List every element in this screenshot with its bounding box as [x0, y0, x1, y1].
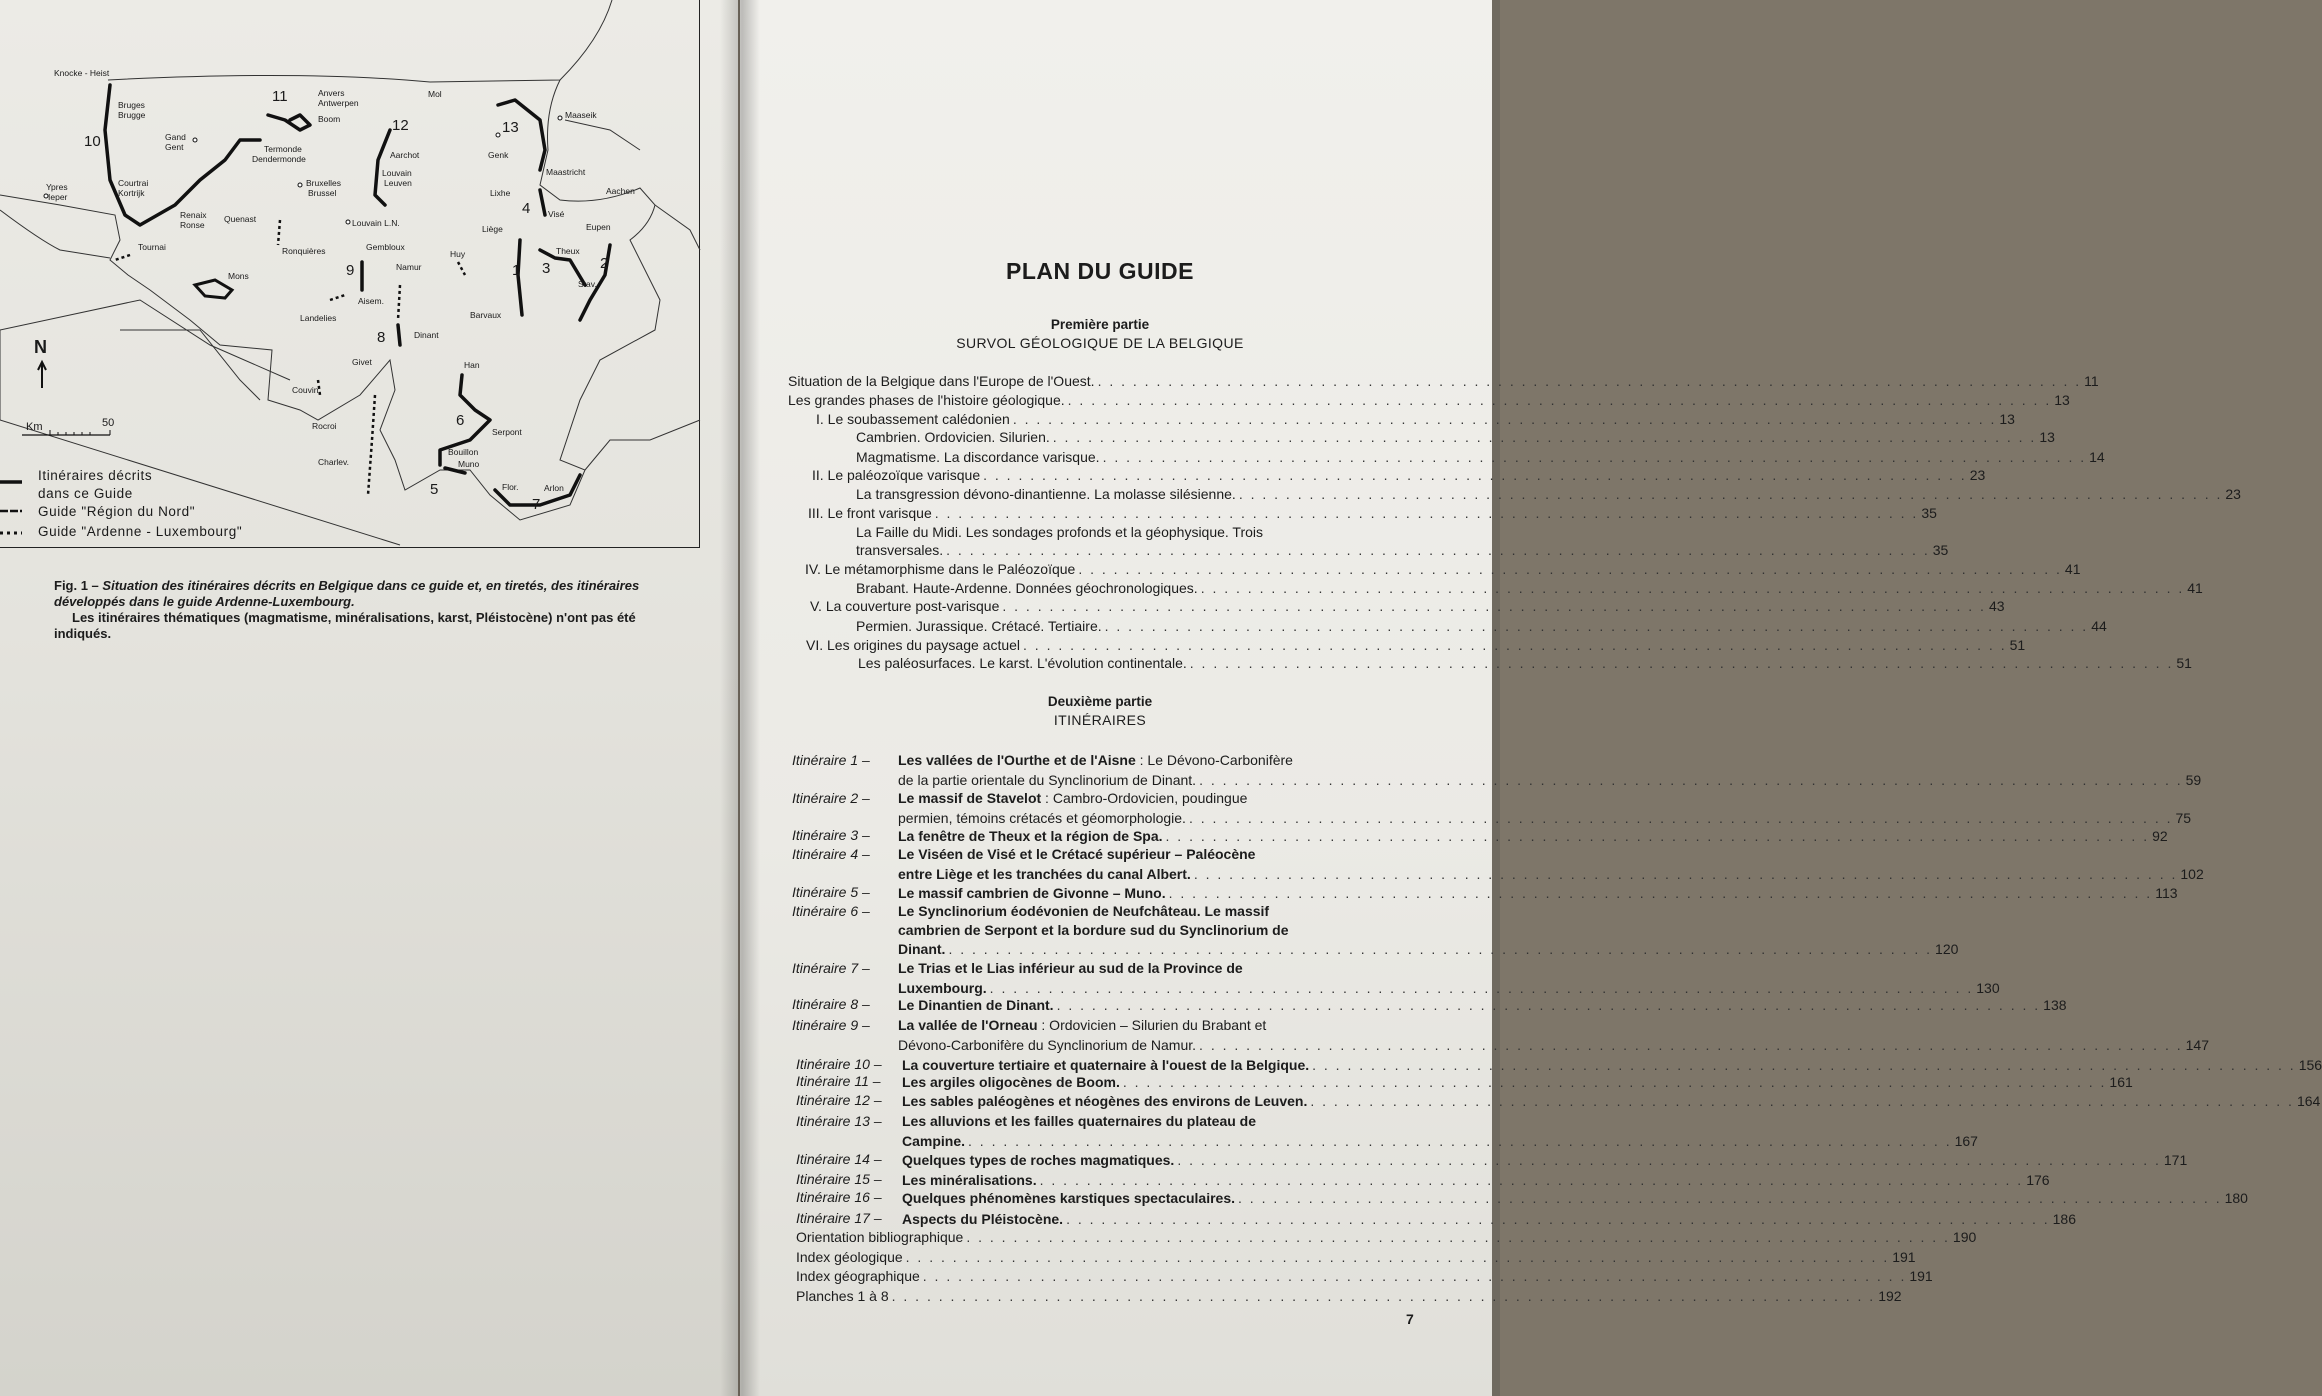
city-label: Givet — [352, 357, 372, 367]
figure-caption — [54, 578, 694, 642]
city-label: Antwerpen — [318, 98, 359, 108]
route-number: 9 — [346, 262, 355, 279]
toc-entry — [856, 541, 1949, 559]
city-label: Stav. — [578, 279, 597, 289]
city-label: Charlev. — [318, 457, 350, 467]
toc-page-number: 167 — [1954, 1132, 1978, 1149]
itineraire-title: Le Synclinorium éodévonien de Neufchâteau. Le massif — [898, 903, 1270, 919]
page-number: 7 — [1406, 1311, 1414, 1327]
itineraire-line — [902, 1151, 2188, 1169]
itineraire-prefix: Itinéraire 7 – — [792, 960, 870, 976]
toc-entry — [788, 372, 2099, 390]
itineraire-title: Le massif de Stavelot — [898, 790, 1042, 806]
belgium-map — [0, 0, 700, 548]
toc-leader-dots: . . . . . . . . . . . . . . . . . . . . . . . . . . . . . . . . . . . . . . . . . . . . . . . . . . . . . . . . . . . . . . . . . . . . . . . . . . . . . . . . . . . . — [1002, 598, 1986, 614]
toc-entry-text: Orientation bibliographique — [796, 1229, 964, 1245]
route-number: 1 — [512, 262, 521, 279]
country-borders — [0, 0, 700, 520]
city-label: Dendermonde — [252, 154, 306, 164]
toc-entry — [856, 428, 2055, 446]
toc-entry — [812, 466, 1986, 484]
toc-entry-text: Cambrien. Ordovicien. Silurien. — [856, 429, 1050, 445]
toc-leader-dots: . . . . . . . . . . . . . . . . . . . . . . . . . . . . . . . . . . . . . . . . . . . . . . . . . . . . . . . . . . . . . . . . . . . . . . . . . . . . . . . . . . . . — [934, 505, 1919, 521]
toc-entry — [806, 636, 2026, 654]
toc-leader-dots: . . . . . . . . . . . . . . . . . . . . . . . . . . . . . . . . . . . . . . . . . . . . . . . . . . . . . . . . . . . . . . . . . . . . . . . . . . . . . . . . . . . . — [891, 1288, 1876, 1304]
toc-entry-text: Situation de la Belgique dans l'Europe de l'Ouest. — [788, 373, 1095, 389]
itineraire-subtitle: permien, témoins crétacés et géomorphologie. — [898, 809, 1186, 826]
toc-entry-text: Index géologique — [796, 1249, 903, 1265]
scale-value: 50 — [102, 417, 115, 429]
city-label: Han — [464, 360, 480, 370]
city-label: Muno — [458, 459, 480, 469]
toc-page-number: 23 — [2225, 486, 2241, 502]
itineraire-title: Quelques phénomènes karstiques spectaculaires. — [902, 1190, 1236, 1206]
route-number: 6 — [456, 412, 465, 429]
toc-leader-dots: . . . . . . . . . . . . . . . . . . . . . . . . . . . . . . . . . . . . . . . . . . . . . . . . . . . . . . . . . . . . . . . . . . . . . . . . . . . . . . . . . . . . — [1238, 486, 2223, 502]
itineraire-prefix: Itinéraire 9 – — [792, 1017, 870, 1033]
toc-leader-dots: . . . . . . . . . . . . . . . . . . . . . . . . . . . . . . . . . . . . . . . . . . . . . . . . . . . . . . . . . . . . . . . . . . . . . . . . . . . . . . . . . . . . — [1102, 449, 2087, 465]
toc-leader-dots: . . . . . . . . . . . . . . . . . . . . . . . . . . . . . . . . . . . . . . . . . . . . . . . . . . . . . . . . . . . . . . . . . . . . . . . . . . . . . . . . . . . . — [966, 1229, 1950, 1245]
toc-page-number: 191 — [1909, 1268, 1933, 1284]
itineraire-title: Dinant. — [898, 941, 946, 957]
city-label: Leuven — [384, 178, 412, 188]
toc-entry — [810, 597, 2005, 615]
toc-page-number: 14 — [2089, 449, 2105, 465]
itineraire-line — [898, 771, 2202, 789]
toc-leader-dots: . . . . . . . . . . . . . . . . . . . . . . . . . . . . . . . . . . . . . . . . . . . . . . . . . . . . . . . . . . . . . . . . . . . . . . . . . . . . . . . . . . . . — [1056, 997, 2041, 1013]
toc-entry — [856, 617, 2107, 635]
toc-leader-dots: . . . . . . . . . . . . . . . . . . . . . . . . . . . . . . . . . . . . . . . . . . . . . . . . . . . . . . . . . . . . . . . . . . . . . . . . . . . . . . . . . . . . — [1012, 411, 1997, 427]
legend-line-4: Guide "Ardenne - Luxembourg" — [38, 524, 243, 539]
toc-entry-text: I. Le soubassement calédonien — [816, 411, 1010, 427]
toc-entry-text: transversales. — [856, 542, 944, 558]
toc-page-number: 44 — [2091, 618, 2107, 634]
itineraire-line — [902, 1210, 2076, 1228]
itineraire-line — [902, 1132, 1978, 1150]
itineraire-line — [898, 809, 2192, 827]
toc-leader-dots: . . . . . . . . . . . . . . . . . . . . . . . . . . . . . . . . . . . . . . . . . . . . . . . . . . . . . . . . . . . . . . . . . . . . . . . . . . . . . . . . . . . . — [922, 1268, 1907, 1284]
toc-leader-dots: . . . . . . . . . . . . . . . . . . . . . . . . . . . . . . . . . . . . . . . . . . . . . . . . . . . . . . . . . . . . . . . . . . . . . . . . . . . . . . . . . . . . — [1177, 1152, 2161, 1168]
toc-page-number: 191 — [1892, 1249, 1916, 1265]
city-label: Kortrijk — [118, 188, 145, 198]
toc-page-number: 130 — [1976, 979, 2000, 996]
toc-page-number: 41 — [2064, 561, 2081, 577]
figure-label: Fig. 1 – — [54, 578, 103, 593]
toc-leader-dots: . . . . . . . . . . . . . . . . . . . . . . . . . . . . . . . . . . . . . . . . . . . . . . . . . . . . . . . . . . . . . . . . . . . . . . . . . . . . . . . . . . . . — [948, 941, 1933, 957]
legend-line-1: Itinéraires décrits — [38, 468, 153, 483]
map-legend — [0, 468, 242, 539]
toc-leader-dots: . . . . . . . . . . . . . . . . . . . . . . . . . . . . . . . . . . . . . . . . . . . . . . . . . . . . . . . . . . . . . . . . . . . . . . . . . . . . . . . . . . . . — [1097, 373, 2082, 389]
itineraire-title: Les vallées de l'Ourthe et de l'Aisne — [898, 752, 1136, 768]
legend-line-3: Guide "Région du Nord" — [38, 504, 196, 519]
legend-line-2: dans ce Guide — [38, 486, 133, 501]
part1-name: SURVOL GÉOLOGIQUE DE LA BELGIQUE — [956, 335, 1244, 351]
city-label: Ronquières — [282, 246, 326, 256]
toc-entry-text: III. Le front varisque — [808, 505, 932, 521]
city-label: Aisem. — [358, 296, 384, 306]
itineraire-prefix: Itinéraire 16 – — [796, 1189, 882, 1205]
itineraire-line — [898, 752, 1293, 768]
city-label: Ypres — [46, 182, 68, 192]
itineraire-line — [898, 1036, 2209, 1054]
toc-leader-dots: . . . . . . . . . . . . . . . . . . . . . . . . . . . . . . . . . . . . . . . . . . . . . . . . . . . . . . . . . . . . . . . . . . . . . . . . . . . . . . . . . . . . — [1189, 655, 2174, 671]
toc-page-number: 13 — [1999, 411, 2015, 427]
itineraire-prefix: Itinéraire 6 – — [792, 903, 870, 919]
toc-leader-dots: . . . . . . . . . . . . . . . . . . . . . . . . . . . . . . . . . . . . . . . . . . . . . . . . . . . . . . . . . . . . . . . . . . . . . . . . . . . . . . . . . . . . — [1165, 828, 2150, 844]
toc-entry-text: La Faille du Midi. Les sondages profonds et la géophysique. Trois — [856, 524, 1264, 540]
itineraire-line — [898, 1017, 1266, 1033]
toc-page-number: 13 — [2054, 392, 2070, 408]
itineraire-subtitle: Dévono-Carbonifère du Synclinorium de Namur. — [898, 1036, 1197, 1053]
city-label: Dinant — [414, 330, 439, 340]
scale-unit: Km — [26, 421, 43, 433]
itineraire-prefix: Itinéraire 1 – — [792, 752, 870, 768]
itineraire-line — [898, 979, 2000, 997]
itineraire-line — [898, 903, 1269, 919]
toc-entry — [816, 410, 2015, 428]
city-label: Gembloux — [366, 242, 405, 252]
city-label: Couvin — [292, 385, 319, 395]
route-number: 3 — [542, 260, 551, 277]
toc-entry — [796, 1287, 1902, 1305]
city-label: Brussel — [308, 188, 337, 198]
toc-leader-dots: . . . . . . . . . . . . . . . . . . . . . . . . . . . . . . . . . . . . . . . . . . . . . . . . . . . . . . . . . . . . . . . . . . . . . . . . . . . . . . . . . . . . — [1039, 1172, 2024, 1188]
part1-label: Première partie — [1050, 317, 1150, 332]
page-title: PLAN DU GUIDE — [1006, 258, 1194, 284]
toc-entry — [856, 523, 1396, 541]
toc-leader-dots: . . . . . . . . . . . . . . . . . . . . . . . . . . . . . . . . . . . . . . . . . . . . . . . . . . . . . . . . . . . . . . . . . . . . . . . . . . . . . . . . . . . . — [946, 542, 1930, 558]
itineraire-line — [902, 1113, 1256, 1129]
itineraire-line — [898, 884, 2178, 902]
toc-page-number: 120 — [1935, 941, 1959, 957]
toc-page-number: 11 — [2084, 373, 2099, 389]
itineraire-prefix: Itinéraire 17 – — [796, 1210, 882, 1226]
city-label: Ieper — [48, 192, 68, 202]
city-label: Louvain — [382, 168, 412, 178]
city-label: Knocke - Heist — [54, 68, 110, 78]
itineraire-title: La fenêtre de Theux et la région de Spa. — [898, 828, 1163, 844]
city-label: Namur — [396, 262, 422, 272]
city-label: Louvain L.N. — [352, 218, 400, 228]
part2-name: ITINÉRAIRES — [1053, 712, 1147, 728]
itineraire-subtitle: : Le Dévono-Carbonifère — [1135, 752, 1293, 768]
route-number: 8 — [377, 329, 386, 346]
itineraire-title: Luxembourg. — [898, 979, 987, 996]
itineraire-line — [902, 1092, 2321, 1110]
toc-leader-dots: . . . . . . . . . . . . . . . . . . . . . . . . . . . . . . . . . . . . . . . . . . . . . . . . . . . . . . . . . . . . . . . . . . . . . . . . . . . . . . . . . . . . — [1310, 1093, 2294, 1109]
toc-leader-dots: . . . . . . . . . . . . . . . . . . . . . . . . . . . . . . . . . . . . . . . . . . . . . . . . . . . . . . . . . . . . . . . . . . . . . . . . . . . . . . . . . . . . — [968, 1132, 1952, 1149]
route-numbers — [84, 88, 608, 513]
itineraire-title: entre Liège et les tranchées du canal Albert. — [898, 865, 1191, 882]
toc-leader-dots: . . . . . . . . . . . . . . . . . . . . . . . . . . . . . . . . . . . . . . . . . . . . . . . . . . . . . . . . . . . . . . . . . . . . . . . . . . . . . . . . . . . . — [1104, 618, 2089, 634]
city-label: Liège — [482, 224, 503, 234]
city-label: Mol — [428, 89, 442, 99]
itineraire-subtitle: : Ordovicien – Silurien du Brabant et — [1037, 1017, 1267, 1033]
toc-leader-dots: . . . . . . . . . . . . . . . . . . . . . . . . . . . . . . . . . . . . . . . . . . . . . . . . . . . . . . . . . . . . . . . . . . . . . . . . . . . . . . . . . . . . — [1238, 1190, 2222, 1206]
city-label: Theux — [556, 246, 580, 256]
itineraire-prefix: Itinéraire 12 – — [796, 1092, 882, 1108]
itineraire-line — [898, 865, 2204, 883]
city-label: Huy — [450, 249, 466, 259]
toc-entry — [796, 1248, 1916, 1266]
itineraire-subtitle: de la partie orientale du Synclinorium de Dinant. — [898, 771, 1197, 788]
itineraire-prefix: Itinéraire 8 – — [792, 996, 870, 1012]
itineraire-title: La couverture tertiaire et quaternaire à l'ouest de la Belgique. — [902, 1057, 1310, 1073]
toc-leader-dots: . . . . . . . . . . . . . . . . . . . . . . . . . . . . . . . . . . . . . . . . . . . . . . . . . . . . . . . . . . . . . . . . . . . . . . . . . . . . . . . . . . . . — [1066, 1211, 2050, 1227]
city-label: Aachen — [606, 186, 635, 196]
itineraire-title: Aspects du Pléistocène. — [902, 1211, 1064, 1227]
route-number: 5 — [430, 481, 439, 498]
city-label: Ronse — [180, 220, 205, 230]
toc-page-number: 23 — [1969, 467, 1986, 483]
toc-page-number: 92 — [2152, 828, 2168, 844]
toc-leader-dots: . . . . . . . . . . . . . . . . . . . . . . . . . . . . . . . . . . . . . . . . . . . . . . . . . . . . . . . . . . . . . . . . . . . . . . . . . . . . . . . . . . . . — [1052, 429, 2037, 445]
city-label: Bouillon — [448, 447, 479, 457]
toc-page-number: 190 — [1952, 1229, 1977, 1245]
toc-page-number: 41 — [2187, 580, 2203, 596]
toc-page-number: 43 — [1988, 598, 2005, 614]
north-label: N — [34, 337, 47, 357]
toc-page-number: 186 — [2052, 1211, 2076, 1227]
toc-leader-dots: . . . . . . . . . . . . . . . . . . . . . . . . . . . . . . . . . . . . . . . . . . . . . . . . . . . . . . . . . . . . . . . . . . . . . . . . . . . . . . . . . . . . — [1199, 771, 2183, 788]
figure-caption-main — [54, 578, 694, 610]
north-arrow-icon — [38, 362, 46, 388]
toc-entry-text: La transgression dévono-dinantienne. La molasse silésienne. — [856, 486, 1236, 502]
itineraire-line — [898, 996, 2067, 1014]
toc-page-number: 35 — [1932, 542, 1949, 558]
toc-page-number: 156 — [2298, 1057, 2322, 1073]
itineraire-line — [902, 1073, 2133, 1091]
itineraire-prefix: Itinéraire 4 – — [792, 846, 870, 862]
city-label: Genk — [488, 150, 509, 160]
toc-entry-text: Les paléosurfaces. Le karst. L'évolution continentale. — [858, 655, 1187, 671]
itineraire-line — [902, 1056, 2322, 1074]
toc-leader-dots: . . . . . . . . . . . . . . . . . . . . . . . . . . . . . . . . . . . . . . . . . . . . . . . . . . . . . . . . . . . . . . . . . . . . . . . . . . . . . . . . . . . . — [989, 979, 1974, 996]
city-label: Aarchot — [390, 150, 420, 160]
route-number: 12 — [392, 117, 409, 134]
route-number: 10 — [84, 133, 101, 150]
itineraire-title: Le massif cambrien de Givonne – Muno. — [898, 885, 1166, 901]
city-label: Quenast — [224, 214, 257, 224]
mons-route — [195, 280, 232, 298]
itineraire-title: Les argiles oligocènes de Boom. — [902, 1074, 1120, 1090]
toc-leader-dots: . . . . . . . . . . . . . . . . . . . . . . . . . . . . . . . . . . . . . . . . . . . . . . . . . . . . . . . . . . . . . . . . . . . . . . . . . . . . . . . . . . . . — [1067, 392, 2052, 408]
toc-leader-dots: . . . . . . . . . . . . . . . . . . . . . . . . . . . . . . . . . . . . . . . . . . . . . . . . . . . . . . . . . . . . . . . . . . . . . . . . . . . . . . . . . . . . — [1312, 1057, 2296, 1073]
toc-leader-dots: . . . . . . . . . . . . . . . . . . . . . . . . . . . . . . . . . . . . . . . . . . . . . . . . . . . . . . . . . . . . . . . . . . . . . . . . . . . . . . . . . . . . — [1188, 809, 2173, 826]
city-label: Bruges — [118, 100, 145, 110]
toc-page-number: 161 — [2109, 1074, 2133, 1090]
itineraire-title: Le Dinantien de Dinant. — [898, 997, 1054, 1013]
toc-leader-dots: . . . . . . . . . . . . . . . . . . . . . . . . . . . . . . . . . . . . . . . . . . . . . . . . . . . . . . . . . . . . . . . . . . . . . . . . . . . . . . . . . . . . — [1078, 561, 2062, 577]
route-number: 13 — [502, 119, 519, 136]
toc-entry — [856, 579, 2203, 597]
toc-entry-text: Magmatisme. La discordance varisque. — [856, 449, 1100, 465]
toc-leader-dots: . . . . . . . . . . . . . . . . . . . . . . . . . . . . . . . . . . . . . . . . . . . . . . . . . . . . . . . . . . . . . . . . . . . . . . . . . . . . . . . . . . . . — [905, 1249, 1890, 1265]
toc-page-number: 164 — [2296, 1093, 2321, 1109]
itineraire-prefix: Itinéraire 13 – — [796, 1113, 882, 1129]
city-label: Visé — [548, 209, 565, 219]
toc-entry — [796, 1267, 1933, 1285]
toc-page-number: 171 — [2163, 1152, 2188, 1168]
itineraire-line — [898, 960, 1243, 976]
toc-page-number: 192 — [1878, 1288, 1902, 1304]
toc-page-number: 180 — [2224, 1190, 2248, 1206]
toc-entry — [788, 391, 2070, 409]
itineraire-title: La vallée de l'Orneau — [898, 1017, 1038, 1033]
toc-leader-dots: . . . . . . . . . . . . . . . . . . . . . . . . . . . . . . . . . . . . . . . . . . . . . . . . . . . . . . . . . . . . . . . . . . . . . . . . . . . . . . . . . . . . — [1023, 637, 2007, 653]
toc-entry-text: Les grandes phases de l'histoire géologique. — [788, 392, 1065, 408]
toc-leader-dots: . . . . . . . . . . . . . . . . . . . . . . . . . . . . . . . . . . . . . . . . . . . . . . . . . . . . . . . . . . . . . . . . . . . . . . . . . . . . . . . . . . . . — [1122, 1074, 2107, 1090]
city-label: Landelies — [300, 313, 337, 323]
itineraire-title: Les minéralisations. — [902, 1172, 1037, 1188]
route-number: 11 — [272, 88, 288, 105]
toc-leader-dots: . . . . . . . . . . . . . . . . . . . . . . . . . . . . . . . . . . . . . . . . . . . . . . . . . . . . . . . . . . . . . . . . . . . . . . . . . . . . . . . . . . . . — [1193, 865, 2178, 882]
city-label: Mons — [228, 271, 249, 281]
city-label: Flor. — [502, 482, 519, 492]
toc-page-number: 138 — [2043, 997, 2067, 1013]
city-label: Bruxelles — [306, 178, 341, 188]
toc-entry-text: Brabant. Haute-Ardenne. Données géochronologiques. — [856, 580, 1198, 596]
itineraire-prefix: Itinéraire 5 – — [792, 884, 870, 900]
city-label: Termonde — [264, 144, 302, 154]
route-number: 4 — [522, 200, 531, 217]
toc-entry-text: VI. Les origines du paysage actuel — [806, 637, 1021, 653]
city-label: Rocroi — [312, 421, 337, 431]
toc-page-number: 35 — [1921, 505, 1937, 521]
itineraire-line — [898, 922, 1289, 938]
toc-entry-text: V. La couverture post-varisque — [810, 598, 1000, 614]
toc-page-number: 113 — [2155, 885, 2178, 901]
part2-label: Deuxième partie — [1047, 694, 1153, 709]
scale-bar — [22, 417, 114, 435]
toc-page-number: 75 — [2175, 809, 2192, 826]
city-label: Maaseik — [565, 110, 597, 120]
toc-entry — [796, 1228, 1977, 1246]
itineraire-line — [902, 1171, 2050, 1189]
city-label: Lixhe — [490, 188, 511, 198]
city-label: Tournai — [138, 242, 166, 252]
city-label: Anvers — [318, 88, 345, 98]
itineraire-title: Les alluvions et les failles quaternaires du plateau de — [902, 1113, 1257, 1129]
toc-entry-text: Permien. Jurassique. Crétacé. Tertiaire. — [856, 618, 1102, 634]
city-label: Courtrai — [118, 178, 149, 188]
route-number: 7 — [532, 496, 541, 513]
itineraire-prefix: Itinéraire 2 – — [792, 790, 870, 806]
itineraire-line — [902, 1189, 2248, 1207]
city-label: Gent — [165, 142, 184, 152]
city-label: Gand — [165, 132, 186, 142]
itineraire-prefix: Itinéraire 15 – — [796, 1171, 882, 1187]
itineraire-title: Campine. — [902, 1132, 966, 1149]
toc-leader-dots: . . . . . . . . . . . . . . . . . . . . . . . . . . . . . . . . . . . . . . . . . . . . . . . . . . . . . . . . . . . . . . . . . . . . . . . . . . . . . . . . . . . . — [983, 467, 1967, 483]
itineraire-line — [898, 827, 2168, 845]
toc-leader-dots: . . . . . . . . . . . . . . . . . . . . . . . . . . . . . . . . . . . . . . . . . . . . . . . . . . . . . . . . . . . . . . . . . . . . . . . . . . . . . . . . . . . . — [1199, 1036, 2183, 1053]
itineraire-prefix: Itinéraire 3 – — [792, 827, 870, 843]
itineraire-title: Quelques types de roches magmatiques. — [902, 1152, 1175, 1168]
figure-text: Situation des itinéraires décrits en Belgique dans ce guide et, en tiretés, des itinéraires développés dans le guide Ardenne-Luxembourg. — [54, 578, 640, 609]
city-label: Arlon — [544, 483, 564, 493]
toc-page-number: 176 — [2026, 1172, 2050, 1188]
itineraire-subtitle: : Cambro-Ordovicien, poudingue — [1041, 790, 1248, 806]
itineraire-prefix: Itinéraire 11 – — [796, 1073, 881, 1089]
itineraire-line — [898, 790, 1247, 806]
itineraire-title: Les sables paléogènes et néogènes des environs de Leuven. — [902, 1093, 1308, 1109]
toc-entry-text: II. Le paléozoïque varisque — [812, 467, 981, 483]
city-label: Maastricht — [546, 167, 586, 177]
toc-entry — [856, 485, 2241, 503]
toc-page-number: 51 — [2176, 655, 2192, 671]
itineraire-line — [898, 846, 1255, 862]
toc-entry-text: Planches 1 à 8 — [796, 1288, 889, 1304]
city-label: Eupen — [586, 222, 611, 232]
city-label: Brugge — [118, 110, 146, 120]
city-label: Serpont — [492, 427, 522, 437]
itineraire-prefix: Itinéraire 14 – — [796, 1151, 882, 1167]
toc-entry — [858, 654, 2192, 672]
toc-entry-text: Index géographique — [796, 1268, 920, 1284]
itineraire-title: cambrien de Serpont et la bordure sud du Synclinorium de — [898, 921, 1289, 938]
toc-leader-dots: . . . . . . . . . . . . . . . . . . . . . . . . . . . . . . . . . . . . . . . . . . . . . . . . . . . . . . . . . . . . . . . . . . . . . . . . . . . . . . . . . . . . — [1168, 885, 2153, 901]
itineraire-title: Le Trias et le Lias inférieur au sud de la Province de — [898, 960, 1243, 976]
figure-note: Les itinéraires thématiques (magmatisme, minéralisations, karst, Pléistocène) n'ont pas été indiqués. — [54, 610, 636, 641]
toc-leader-dots: . . . . . . . . . . . . . . . . . . . . . . . . . . . . . . . . . . . . . . . . . . . . . . . . . . . . . . . . . . . . . . . . . . . . . . . . . . . . . . . . . . . . — [1200, 580, 2185, 596]
toc-entry — [805, 560, 2081, 578]
route-number: 2 — [600, 255, 609, 272]
city-labels — [46, 68, 635, 493]
toc-page-number: 102 — [2180, 865, 2204, 882]
itineraire-prefix: Itinéraire 10 – — [796, 1056, 882, 1072]
toc-entry — [856, 448, 2105, 466]
toc-page-number: 51 — [2009, 637, 2026, 653]
toc-page-number: 147 — [2185, 1036, 2209, 1053]
city-label: Boom — [318, 114, 341, 124]
toc-entry-text: IV. Le métamorphisme dans le Paléozoïque — [805, 561, 1076, 577]
itineraire-title: Le Viséen de Visé et le Crétacé supérieur – Paléocène — [898, 846, 1256, 862]
toc-entry — [808, 504, 1937, 522]
city-label: Renaix — [180, 210, 207, 220]
city-label: Barvaux — [470, 310, 502, 320]
toc-page-number: 13 — [2039, 429, 2055, 445]
itineraire-line — [898, 940, 1959, 958]
toc-page-number: 59 — [2185, 771, 2202, 788]
